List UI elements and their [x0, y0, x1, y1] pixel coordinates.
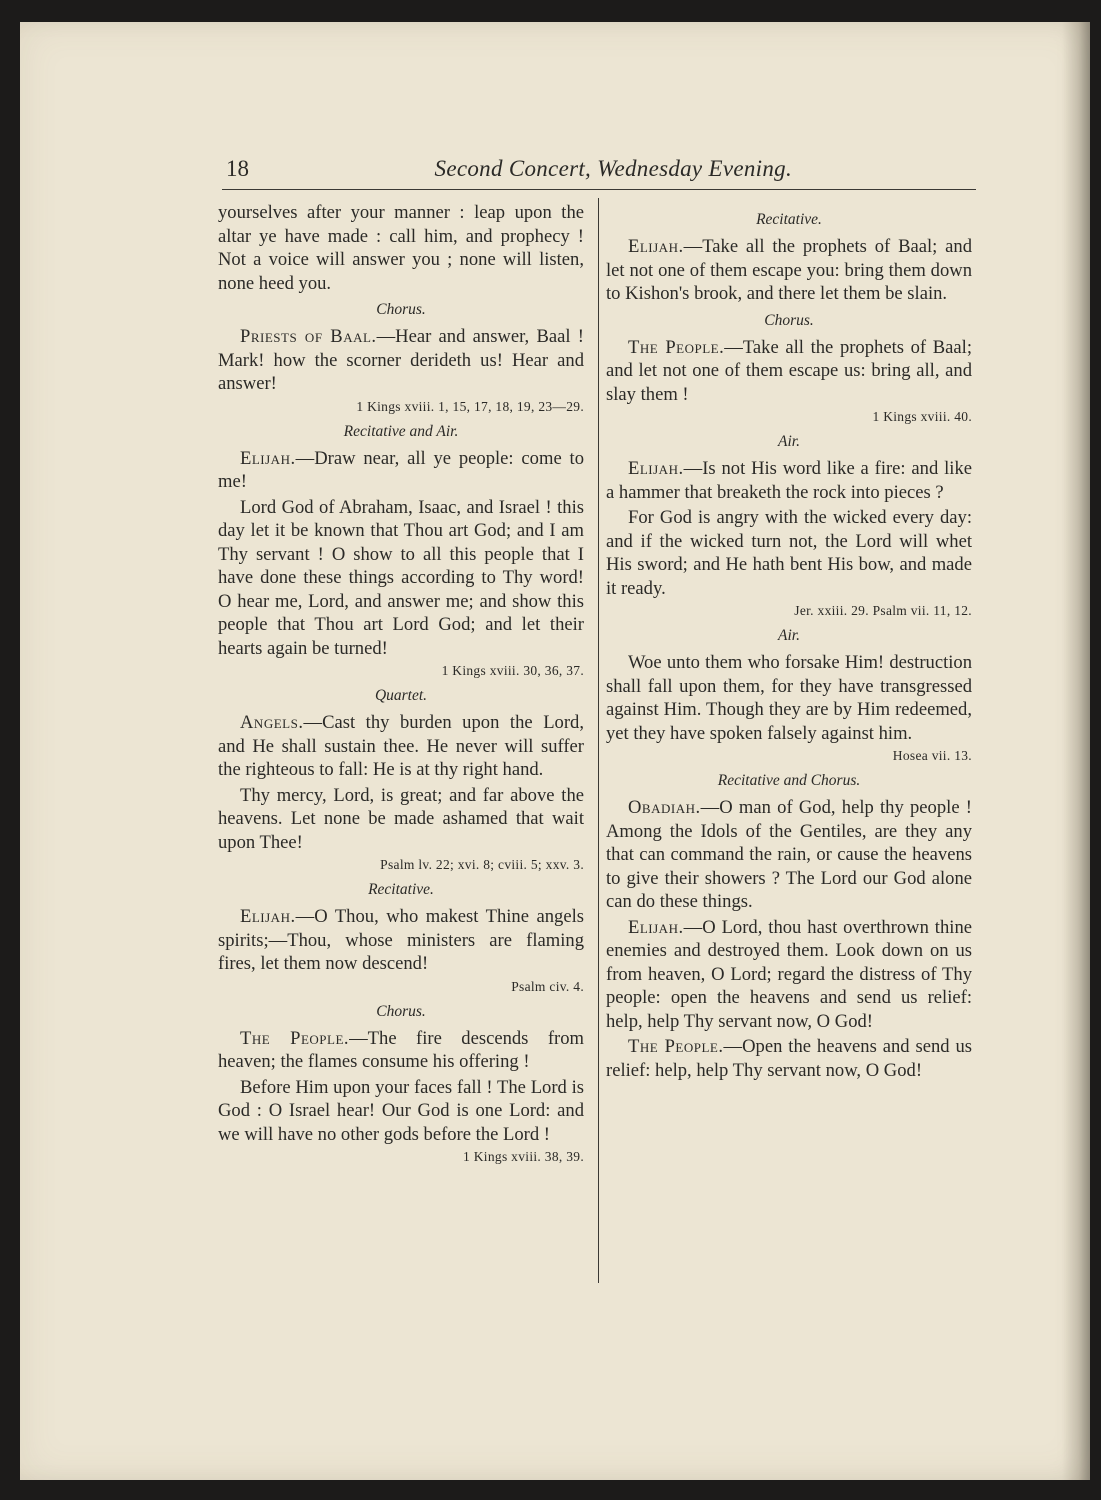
page-header: [226, 154, 976, 190]
speaker: Elijah.: [240, 906, 296, 927]
section-heading: Chorus.: [764, 311, 814, 329]
paragraph: yourselves after your manner : leap upon the altar ye have made : call him, and prophecy ! Not a voice will answer you ; none will listen, none heed you.: [218, 202, 584, 294]
section-heading: Air.: [778, 627, 800, 644]
section-heading: Recitative.: [368, 881, 434, 898]
paragraph: Elijah.—O Thou, who makest Thine angels spirits;—Thou, whose ministers are flaming fires, let them now descend!: [218, 906, 584, 974]
paragraph: Elijah.—Draw near, all ye people: come to me!: [218, 447, 584, 492]
speaker: Angels.: [240, 712, 304, 733]
scripture-reference: 1 Kings xviii. 1, 15, 17, 18, 19, 23—29.: [356, 398, 584, 414]
scripture-reference: 1 Kings xviii. 30, 36, 37.: [441, 663, 584, 678]
scripture-reference: 1 Kings xviii. 40.: [872, 409, 972, 424]
paragraph: Priests of Baal.—Hear and answer, Baal ! Mark! how the scorner derideth us! Hear and answer!: [218, 326, 584, 394]
speaker: Priests of Baal.: [240, 326, 377, 347]
paragraph: Elijah.—Take all the prophets of Baal; and let not one of them escape you: bring them down to Kishon's brook, and there let them be slain.: [606, 236, 972, 304]
speaker: Obadiah.: [628, 797, 701, 818]
scripture-reference: Psalm lv. 22; xvi. 8; cviii. 5; xxv. 3.: [380, 857, 584, 872]
speaker: Elijah.: [628, 458, 684, 479]
page-number: 18: [226, 156, 249, 181]
scripture-reference: Jer. xxiii. 29. Psalm vii. 11, 12.: [794, 603, 972, 618]
page-spine-shadow: [1062, 22, 1090, 1480]
scripture-reference: 1 Kings xviii. 38, 39.: [463, 1149, 584, 1164]
paragraph: For God is angry with the wicked every day: and if the wicked turn not, the Lord will whet His sword; and He hath bent His bow, and made it ready.: [606, 507, 972, 599]
section-heading: Recitative.: [756, 211, 822, 228]
paragraph: Angels.—Cast thy burden upon the Lord, and He shall sustain thee. He never will suffer the righteous to fall: He is at thy right hand.: [218, 712, 584, 780]
speaker: The People.: [240, 1027, 350, 1049]
paragraph: The People.—Open the heavens and send us relief: help, help Thy servant now, O God!: [606, 1036, 972, 1081]
speaker: The People.: [628, 1036, 724, 1057]
paragraph: The People.—The fire descends from heaven; the flames consume his offering !: [218, 1027, 584, 1072]
header-rule: [222, 189, 976, 190]
column-divider: [598, 198, 599, 1283]
scripture-reference: Psalm civ. 4.: [511, 978, 584, 994]
running-title: Second Concert, Wednesday Evening.: [434, 156, 792, 181]
section-heading: Air.: [778, 433, 800, 450]
paragraph: Woe unto them who forsake Him! destruction shall fall upon them, for they have transgressed against Him. Though they are by Him redeemed, yet they have spoken falsely against him.: [606, 652, 972, 744]
speaker: The People.: [628, 336, 725, 358]
speaker: Elijah.: [628, 236, 684, 257]
section-heading: Chorus.: [376, 1002, 426, 1020]
paragraph: Lord God of Abraham, Isaac, and Israel ! this day let it be known that Thou art God; and I am Thy servant ! O show to all this people that I have done these things according to Thy word! O hear me, Lord, and answer me; and show this people that Thou art Lord God; and let their hearts again be turned!: [218, 496, 584, 659]
section-heading: Quartet.: [374, 687, 428, 704]
speaker: Elijah.: [240, 447, 296, 469]
section-heading: Recitative and Chorus.: [717, 772, 861, 789]
paragraph: Elijah.—O Lord, thou hast overthrown thine enemies and destroyed them. Look down on us from heaven, O Lord; regard the distress of Thy people: open the heavens and send us relief: help, help Thy servant now, O God!: [606, 916, 972, 1032]
section-heading: Recitative and Air.: [343, 422, 459, 440]
left-column: [218, 201, 584, 1172]
scripture-reference: Hosea vii. 13.: [892, 748, 972, 763]
paragraph: Elijah.—Is not His word like a fire: and like a hammer that breaketh the rock into pieces ?: [606, 458, 972, 503]
paragraph: The People.—Take all the prophets of Baal; and let not one of them escape us: bring all, and slay them !: [606, 336, 972, 405]
paragraph: Before Him upon your faces fall ! The Lord is God : O Israel hear! Our God is one Lord: and we will have no other gods before the Lord !: [218, 1076, 584, 1145]
right-column: [606, 205, 972, 1084]
section-heading: Chorus.: [376, 301, 426, 318]
paragraph: Thy mercy, Lord, is great; and far above the heavens. Let none be made ashamed that wait upon Thee!: [218, 784, 584, 853]
speaker: Elijah.: [628, 916, 684, 938]
paragraph: Obadiah.—O man of God, help thy people ! Among the Idols of the Gentiles, are they any that can command the rain, or cause the heavens to give their showers ? The Lord our God alone can do these things.: [606, 797, 972, 912]
